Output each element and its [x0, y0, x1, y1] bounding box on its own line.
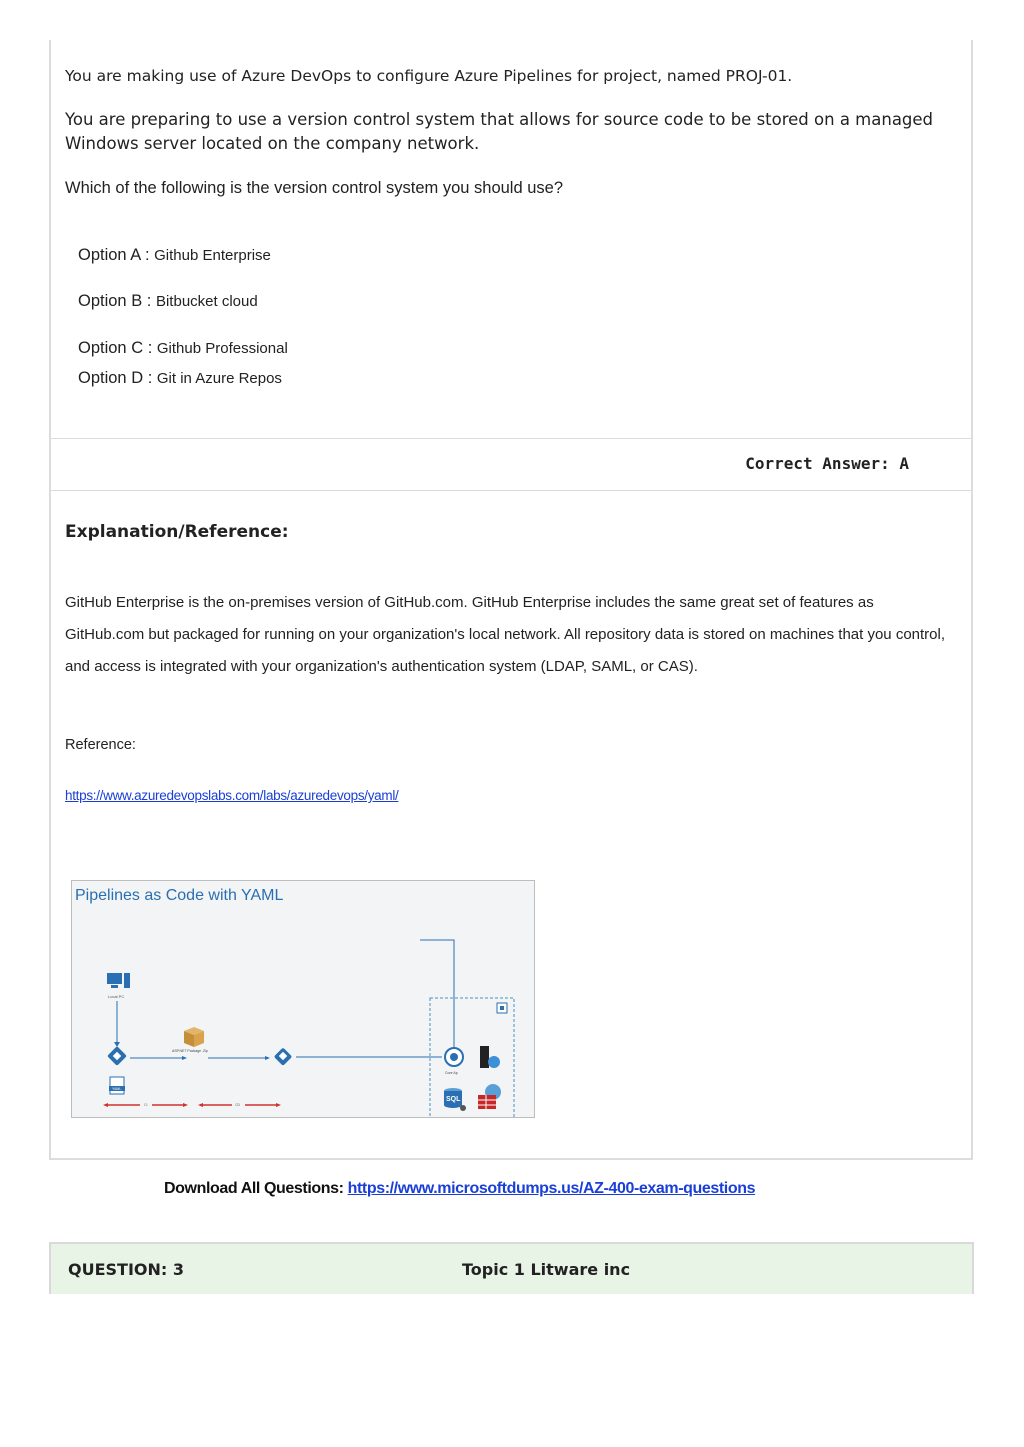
explanation-title: Explanation/Reference:: [65, 522, 289, 542]
server-icon: [480, 1046, 500, 1068]
app-service-icon: [445, 1048, 463, 1066]
option-c: [78, 339, 288, 358]
option-a-value: Github Enterprise: [154, 247, 271, 264]
correct-answer: Correct Answer: A: [745, 454, 909, 473]
question-topic: Topic 1 Litware inc: [462, 1260, 631, 1279]
deploy-line: [420, 940, 454, 1049]
option-d: [78, 369, 282, 388]
question-line-2: You are preparing to use a version control system that allows for source code to be stored on a managed Windows server located on the company network.: [65, 110, 934, 153]
download-line: [164, 1180, 755, 1198]
question-number: QUESTION: 3: [68, 1260, 185, 1279]
reference-label: Reference:: [65, 737, 136, 753]
yaml-file-icon: [109, 1077, 125, 1094]
sql-label: SQL: [446, 1096, 461, 1103]
resource-group-box: [430, 998, 514, 1118]
option-b: [78, 292, 258, 311]
yaml-label: YAML: [112, 1087, 122, 1091]
pipeline-diagram: [71, 880, 535, 1118]
firewall-icon: [478, 1084, 501, 1109]
question-line-3: Which of the following is the version control system you should use?: [65, 179, 563, 197]
local-pc-label: Local PC: [108, 994, 125, 999]
core-app-label: Core Ap: [445, 1071, 458, 1075]
release-pipeline-icon: [274, 1048, 292, 1066]
option-c-value: Github Professional: [156, 340, 288, 357]
explanation-body: GitHub Enterprise is the on-premises version of GitHub.com. GitHub Enterprise includes the same great set of features as GitHub.com but packaged for running on your organization's local network. All repository data is stored on machines that you control, and access is integrated with your organization's authentication system (LDAP, SAML, or CAS).: [65, 594, 946, 675]
package-icon: [184, 1027, 204, 1047]
option-b-value: Bitbucket cloud: [155, 293, 258, 310]
option-a: [78, 246, 271, 265]
download-link[interactable]: https://www.microsoftdumps.us/AZ-400-exam-questions: [347, 1180, 756, 1197]
option-c-label: Option C :: [78, 339, 157, 357]
question-line-1: You are making use of Azure DevOps to configure Azure Pipelines for project, named PROJ-01.: [65, 67, 793, 85]
option-d-label: Option D :: [78, 369, 157, 387]
option-b-label: Option B :: [78, 292, 156, 310]
option-a-label: Option A :: [78, 246, 155, 264]
question-header-bar: [49, 1242, 974, 1294]
diagram-title: Pipelines as Code with YAML: [75, 887, 284, 904]
cube-icon: [497, 1003, 507, 1013]
cd-step-label: CD: [235, 1103, 241, 1107]
answer-row: [51, 438, 971, 491]
reference-link[interactable]: https://www.azuredevopslabs.com/labs/azuredevops/yaml/: [65, 788, 399, 803]
package-label: ASP.NET Package .Zip: [172, 1049, 208, 1053]
monitor-icon: [107, 973, 130, 988]
ci-step-label: CI: [144, 1103, 148, 1107]
pipelines-icon: [107, 1046, 127, 1066]
diagram-canvas: [72, 881, 535, 1118]
download-label: Download All Questions:: [164, 1180, 348, 1197]
option-d-value: Git in Azure Repos: [156, 370, 282, 387]
